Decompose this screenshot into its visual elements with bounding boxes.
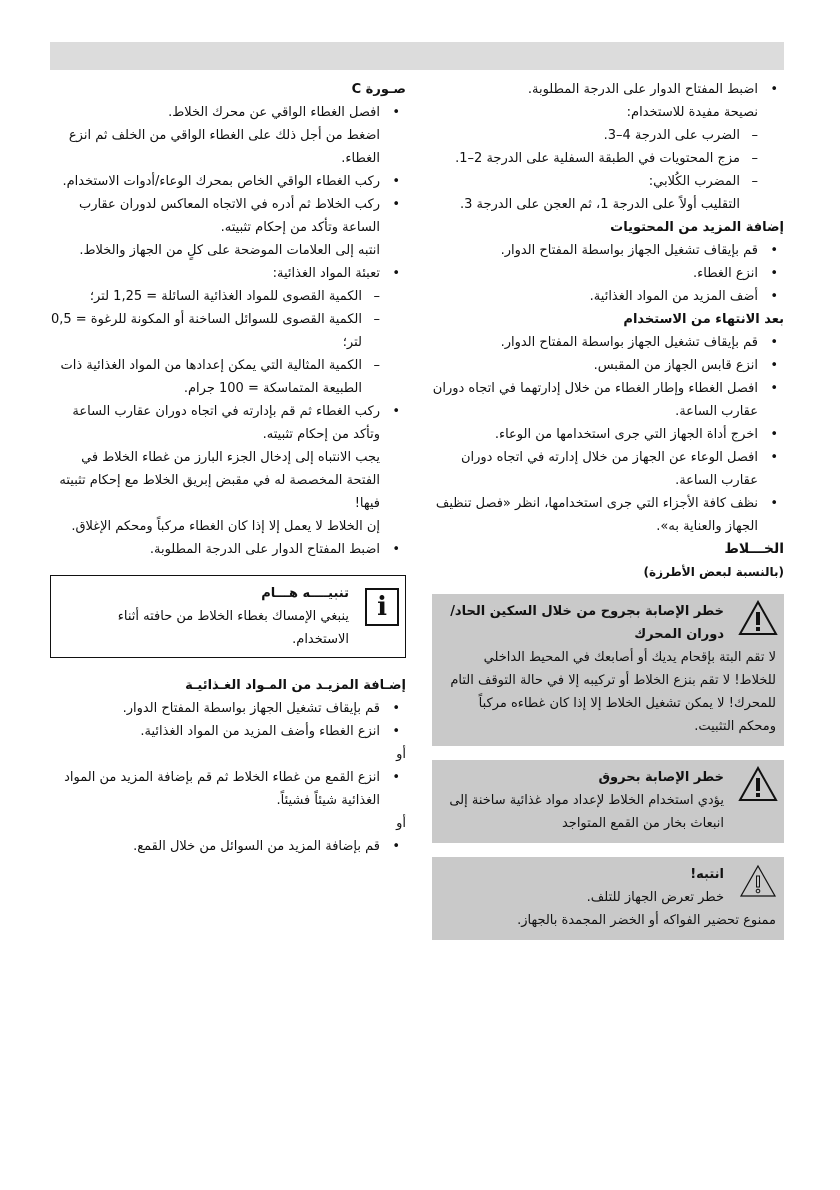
- figure-title: صـورة C: [351, 82, 406, 97]
- list-item: • انزع القمع من غطاء الخلاط ثم قم بإضافة المزيد من المواد الغذائية شيئاً فشيئاً.: [50, 766, 406, 812]
- header-bar: [50, 42, 784, 70]
- warning-icon: [738, 766, 778, 802]
- or-text: أو: [396, 816, 406, 831]
- caution-box: [432, 857, 784, 940]
- item-note: انتبه إلى العلامات الموضحة على كلٍ من الجهاز والخلاط.: [79, 243, 380, 258]
- tip-item: – المضرب الكُلابي:: [432, 170, 784, 193]
- section-heading: بعد الانتهاء من الاستخدام: [623, 312, 784, 327]
- list-item: • قم بإيقاف تشغيل الجهاز بواسطة المفتاح الدوار.: [432, 331, 784, 354]
- caution-icon: [738, 863, 778, 899]
- warning-icon: [738, 600, 778, 636]
- list-item: • افصل الغطاء وإطار الغطاء من خلال إدارتهما في اتجاه دوران عقارب الساعة.: [432, 377, 784, 423]
- tip-note: التقليب أولاً على الدرجة 1، ثم العجن على الدرجة 3.: [459, 197, 740, 212]
- list-item: • أضف المزيد من المواد الغذائية.: [432, 285, 784, 308]
- section-heading: إضافة المزيد من المحتويات: [610, 220, 784, 235]
- caution-body: خطر تعرض الجهاز للتلف.: [586, 890, 724, 905]
- list-item: • ركب الغطاء ثم قم بإدارته في اتجاه دوران عقارب الساعة وتأكد من إحكام تثبيته.: [50, 400, 406, 446]
- list-item: • افصل الغطاء الواقي عن محرك الخلاط.: [50, 101, 406, 124]
- sub-item: – الكمية المثالية التي يمكن إعدادها من المواد الغذائية ذات الطبيعة المتماسكة = 100 جرام.: [50, 354, 406, 400]
- warning-box-burns: [432, 760, 784, 843]
- list-item: • ركب الخلاط ثم أدره في الاتجاه المعاكس لدوران عقارب الساعة وتأكد من إحكام تثبيته.: [50, 193, 406, 239]
- sub-item: – الكمية القصوى للسوائل الساخنة أو المكونة للرغوة = 0,5 لتر؛: [50, 308, 406, 354]
- list-item: • اضبط المفتاح الدوار على الدرجة المطلوبة.: [50, 538, 406, 561]
- warning-box-cuts: [432, 594, 784, 746]
- section-heading: إضـافة المزيـد من المـواد الغـذائيـة: [185, 678, 406, 693]
- warning-title: خطر الإصابة بحروق: [598, 770, 724, 785]
- list-item: • افصل الوعاء عن الجهاز من خلال إدارته في اتجاه دوران عقارب الساعة.: [432, 446, 784, 492]
- item-note: اضغط من أجل ذلك على الغطاء الواقي من الخلف ثم انزع الغطاء.: [68, 128, 380, 166]
- tip-item: – مزج المحتويات في الطبقة السفلية على الدرجة 2–1.: [432, 147, 784, 170]
- note-title: تنبيــــه هـــام: [261, 586, 349, 601]
- list-item: • اضبط المفتاح الدوار على الدرجة المطلوبة.: [432, 78, 784, 101]
- blender-title: الخـــلاط: [724, 541, 784, 557]
- caution-title: انتبه!: [690, 867, 724, 882]
- list-item: • تعبئة المواد الغذائية:: [50, 262, 406, 285]
- sub-item: – الكمية القصوى للمواد الغذائية السائلة = 1,25 لتر؛: [50, 285, 406, 308]
- warning-title: خطر الإصابة بجروح من خلال السكين الحاد/دوران المحرك: [450, 604, 724, 642]
- list-item: • انزع الغطاء.: [432, 262, 784, 285]
- list-item: • قم بإيقاف تشغيل الجهاز بواسطة المفتاح الدوار.: [50, 697, 406, 720]
- list-item: • انزع الغطاء وأضف المزيد من المواد الغذائية.: [50, 720, 406, 743]
- list-item: • اخرج أداة الجهاز التي جرى استخدامها من الوعاء.: [432, 423, 784, 446]
- info-icon: i: [365, 588, 399, 626]
- list-item: • انزع قابس الجهاز من المقبس.: [432, 354, 784, 377]
- left-column: [50, 78, 406, 858]
- list-item: • ركب الغطاء الواقي الخاص بمحرك الوعاء/أدوات الاستخدام.: [50, 170, 406, 193]
- list-item: • نظف كافة الأجزاء التي جرى استخدامها، انظر «فصل تنظيف الجهاز والعناية به».: [432, 492, 784, 538]
- list-item: • قم بإضافة المزيد من السوائل من خلال القمع.: [50, 835, 406, 858]
- or-text: أو: [396, 747, 406, 762]
- important-note-box: [50, 575, 406, 658]
- caution-body: ممنوع تحضير الفواكه أو الخضر المجمدة بالجهاز.: [517, 913, 776, 928]
- warning-body: لا تقم البتة بإقحام يديك أو أصابعك في المحيط الداخلي للخلاط! لا تقم بنزع الخلاط أو تركيبه إلا في حالة التوقف التام للمحرك! لا يمكن تشغيل الخلاط إلا إذا كان غطاءه مركباً ومحكم التثبيت.: [450, 650, 776, 734]
- list-item: • قم بإيقاف تشغيل الجهاز بواسطة المفتاح الدوار.: [432, 239, 784, 262]
- tip-label: نصيحة مفيدة للاستخدام:: [626, 105, 758, 120]
- blender-subtitle: (بالنسبة لبعض الأطرزة): [643, 565, 784, 579]
- tip-item: – الضرب على الدرجة 4–3.: [432, 124, 784, 147]
- item-note: إن الخلاط لا يعمل إلا إذا كان الغطاء مركباً ومحكم الإغلاق.: [71, 519, 380, 534]
- note-body: ينبغي الإمساك بغطاء الخلاط من حافته أثناء الاستخدام.: [117, 609, 349, 647]
- right-column: [432, 78, 784, 940]
- warning-body: يؤدي استخدام الخلاط لإعداد مواد غذائية ساخنة إلى انبعاث بخار من القمع المتواجد: [449, 793, 724, 831]
- item-note: يجب الانتباه إلى إدخال الجزء البارز من غطاء الخلاط في الفتحة المخصصة له في مقبض إبريق الخلاط مع إحكام تثبيته فيها!: [59, 450, 380, 511]
